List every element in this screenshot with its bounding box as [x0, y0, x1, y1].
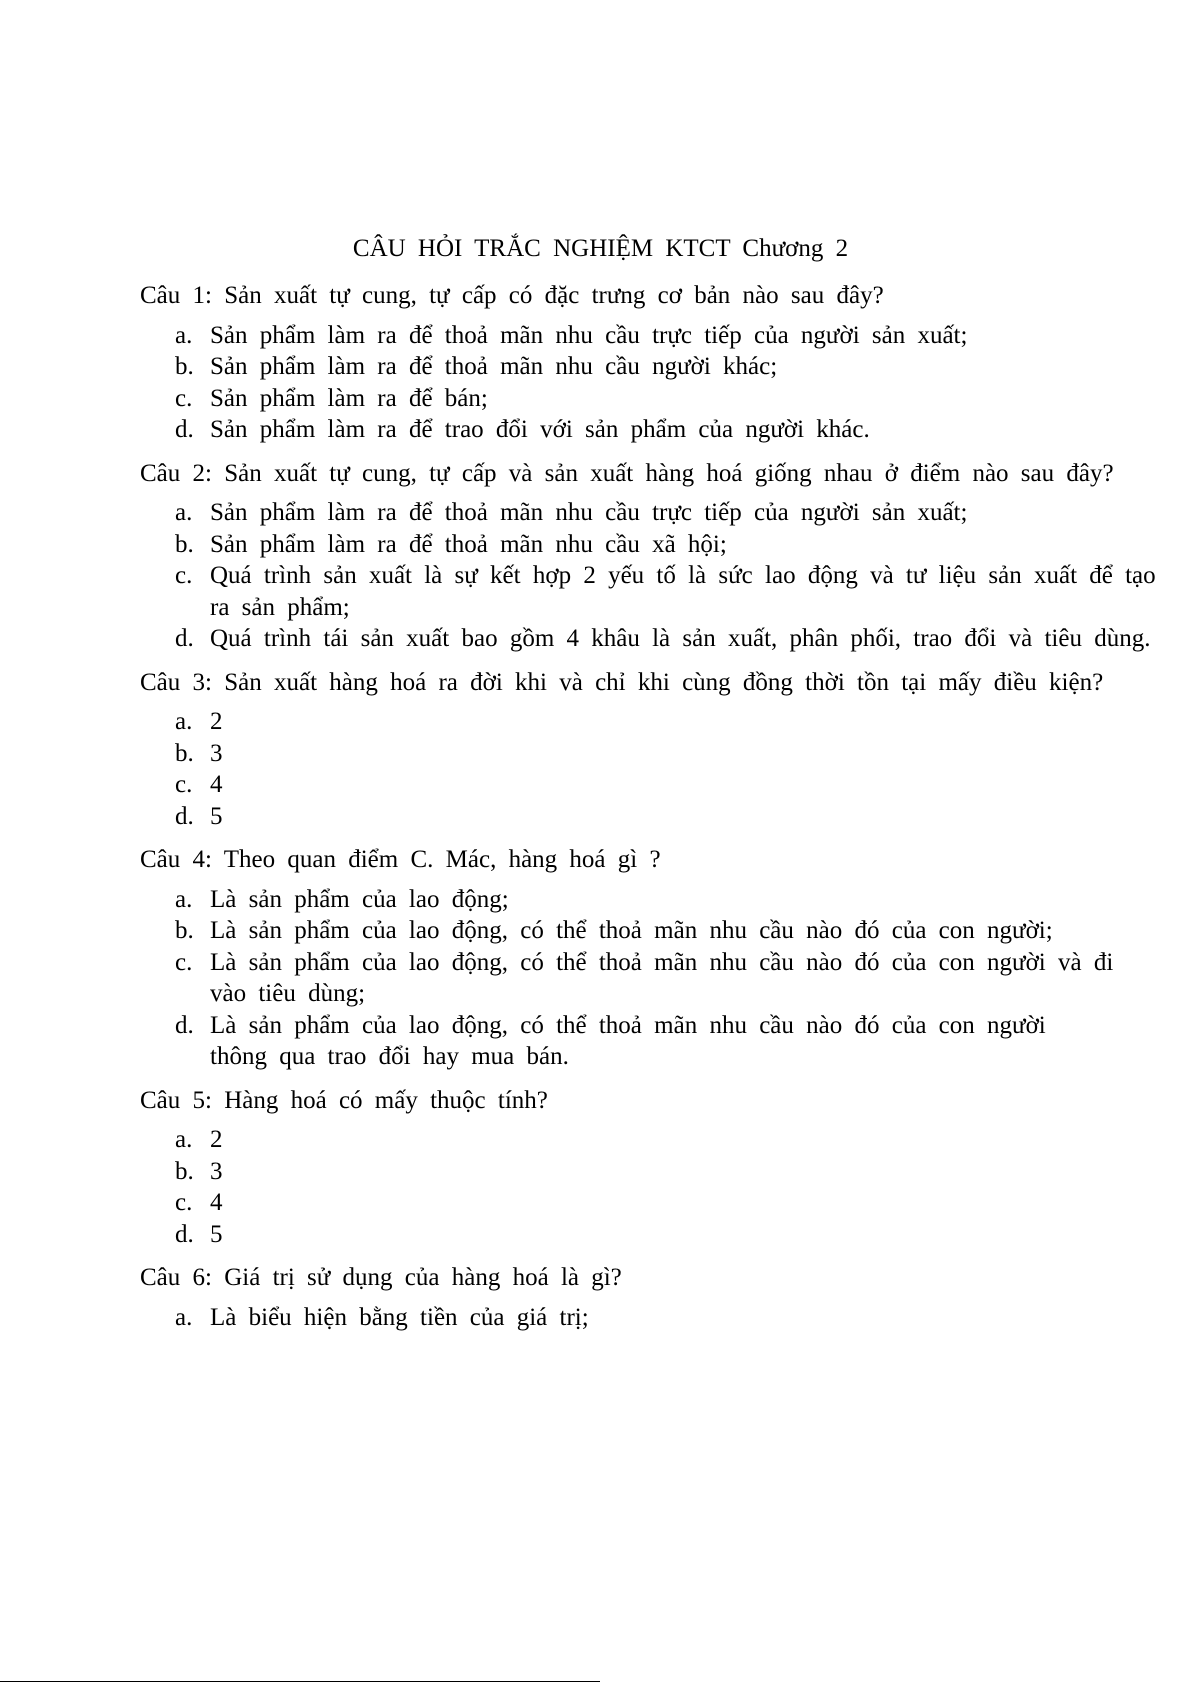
- question-6-text: Câu 6: Giá trị sử dụng của hàng hoá là gì?: [140, 1264, 622, 1291]
- option-label: c.: [175, 384, 193, 412]
- option-2c: [175, 560, 1160, 623]
- option-label: b.: [175, 739, 194, 767]
- question-1-options: [140, 320, 1160, 446]
- option-text: Sản phẩm làm ra để bán;: [210, 384, 488, 412]
- option-label: b.: [175, 1157, 194, 1185]
- option-3a: [175, 706, 1160, 738]
- option-text: 2: [210, 708, 223, 735]
- question-2-text: Câu 2: Sản xuất tự cung, tự cấp và sản xuất hàng hoá giống nhau ở điểm nào sau đây?: [140, 459, 1114, 487]
- option-text: 5: [210, 1220, 223, 1248]
- option-4b: [175, 915, 1160, 947]
- option-4c: [175, 947, 1160, 1010]
- option-4d: [175, 1010, 1080, 1073]
- question-1-text: Câu 1: Sản xuất tự cung, tự cấp có đặc trưng cơ bản nào sau đây?: [140, 282, 884, 309]
- question-3-options: [140, 706, 1160, 832]
- footer-divider: [0, 1681, 600, 1682]
- question-4: [140, 844, 1160, 1073]
- option-text: 5: [210, 802, 223, 830]
- option-label: a.: [175, 321, 193, 349]
- option-label: a.: [175, 499, 193, 526]
- option-1c: [175, 383, 1160, 415]
- option-3c: [175, 769, 1160, 801]
- option-label: b.: [175, 353, 194, 380]
- option-text: Là sản phẩm của lao động, có thể thoả mãn nhu cầu nào đó của con người;: [210, 917, 1053, 944]
- question-3: [140, 667, 1160, 833]
- option-3d: [175, 801, 1160, 833]
- option-1a: [175, 320, 1160, 352]
- option-label: d.: [175, 416, 194, 443]
- option-label: c.: [175, 1189, 193, 1216]
- option-text: 3: [210, 739, 223, 767]
- option-label: a.: [175, 885, 193, 913]
- option-label: d.: [175, 1220, 194, 1248]
- option-4a: [175, 884, 1160, 916]
- option-text: Quá trình tái sản xuất bao gồm 4 khâu là sản xuất, phân phối, trao đổi và tiêu dùng.: [210, 625, 1151, 652]
- option-label: a.: [175, 1303, 193, 1331]
- question-2-options: [140, 497, 1160, 655]
- option-label: c.: [175, 948, 193, 976]
- option-5c: [175, 1187, 1160, 1219]
- option-5b: [175, 1156, 1160, 1188]
- question-1: [140, 280, 1160, 446]
- question-6-options: [140, 1302, 1160, 1334]
- question-4-text: Câu 4: Theo quan điểm C. Mác, hàng hoá gì ?: [140, 846, 661, 873]
- option-1d: [175, 414, 1160, 446]
- option-label: c.: [175, 562, 193, 589]
- option-label: b.: [175, 917, 194, 944]
- question-4-options: [140, 884, 1160, 1073]
- option-text: Là sản phẩm của lao động, có thể thoả mãn nhu cầu nào đó của con người và đi vào tiêu dùng;: [210, 948, 1114, 1007]
- option-text: 3: [210, 1157, 223, 1185]
- page-title: CÂU HỎI TRẮC NGHIỆM KTCT Chương 2: [352, 235, 849, 262]
- option-text: 2: [210, 1126, 223, 1153]
- option-label: b.: [175, 530, 194, 558]
- question-5-text: Câu 5: Hàng hoá có mấy thuộc tính?: [140, 1086, 548, 1114]
- option-label: d.: [175, 802, 194, 830]
- option-label: a.: [175, 1126, 193, 1153]
- option-label: d.: [175, 625, 194, 652]
- option-text: Là sản phẩm của lao động, có thể thoả mãn nhu cầu nào đó của con người thông qua trao đổi hay mua bán.: [210, 1011, 1046, 1070]
- option-3b: [175, 738, 1160, 770]
- option-5d: [175, 1219, 1160, 1251]
- option-text: Là sản phẩm của lao động;: [210, 885, 509, 913]
- question-list: [140, 280, 1160, 1345]
- option-2a: [175, 497, 1160, 529]
- option-text: Là biểu hiện bằng tiền của giá trị;: [210, 1303, 589, 1331]
- question-6: [140, 1262, 1160, 1333]
- option-1b: [175, 351, 1160, 383]
- option-text: 4: [210, 1189, 223, 1216]
- option-text: Sản phẩm làm ra để thoả mãn nhu cầu người khác;: [210, 353, 778, 380]
- option-label: d.: [175, 1011, 194, 1039]
- question-5-options: [140, 1124, 1160, 1250]
- option-text: Quá trình sản xuất là sự kết hợp 2 yếu tố là sức lao động và tư liệu sản xuất để tạo ra sản phẩm;: [210, 562, 1156, 621]
- question-3-text: Câu 3: Sản xuất hàng hoá ra đời khi và chỉ khi cùng đồng thời tồn tại mấy điều kiện?: [140, 668, 1104, 696]
- question-5: [140, 1085, 1160, 1251]
- question-2: [140, 458, 1160, 655]
- option-5a: [175, 1124, 1160, 1156]
- option-text: Sản phẩm làm ra để thoả mãn nhu cầu trực tiếp của người sản xuất;: [210, 321, 968, 349]
- option-text: Sản phẩm làm ra để thoả mãn nhu cầu trực tiếp của người sản xuất;: [210, 499, 968, 526]
- option-text: Sản phẩm làm ra để thoả mãn nhu cầu xã hội;: [210, 530, 727, 558]
- option-6a: [175, 1302, 1160, 1334]
- option-2b: [175, 529, 1160, 561]
- option-label: c.: [175, 771, 193, 798]
- option-2d: [175, 623, 1160, 655]
- option-text: 4: [210, 771, 223, 798]
- option-label: a.: [175, 708, 193, 735]
- option-text: Sản phẩm làm ra để trao đổi với sản phẩm của người khác.: [210, 416, 870, 443]
